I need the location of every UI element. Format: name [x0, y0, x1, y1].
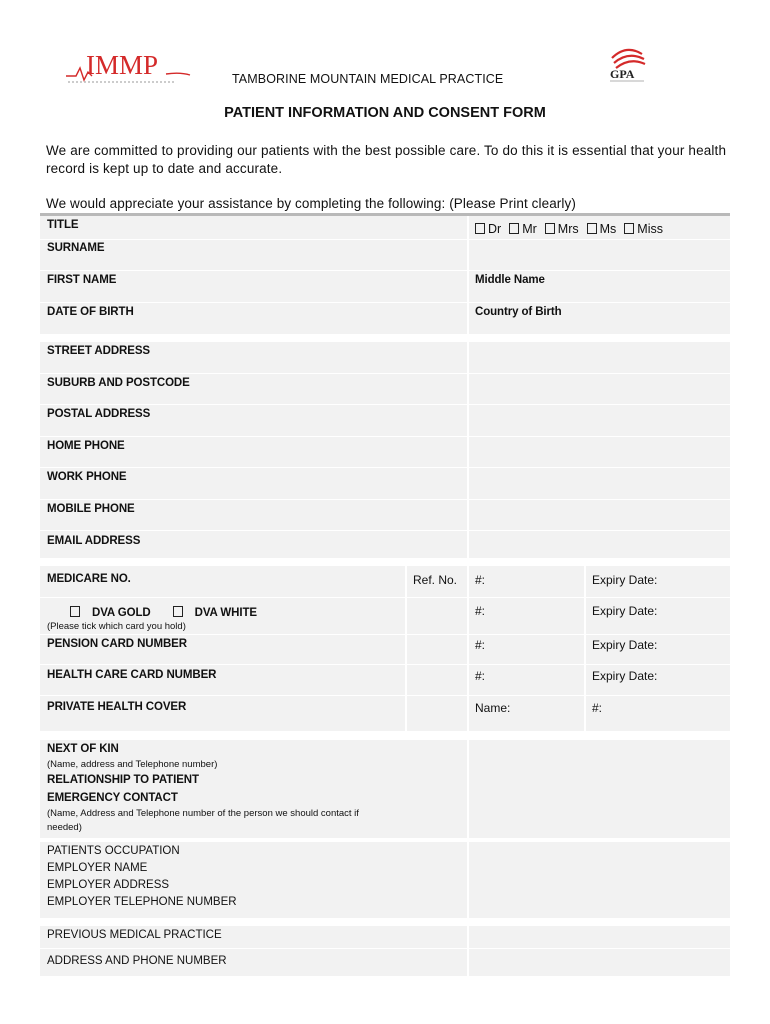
private-health-label: PRIVATE HEALTH COVER [47, 701, 187, 713]
dva-options [70, 603, 257, 621]
row-divider [40, 634, 730, 635]
row-divider [40, 499, 730, 500]
checkbox-icon[interactable] [173, 606, 183, 617]
row-divider [40, 302, 730, 303]
next-of-kin-note: (Name, address and Telephone number) [47, 759, 218, 770]
row-divider [40, 436, 730, 437]
dva-white-label: DVA WHITE [194, 607, 257, 619]
row-divider [40, 530, 730, 531]
relationship-label: RELATIONSHIP TO PATIENT [47, 774, 199, 786]
pension-expiry-label: Expiry Date: [592, 638, 658, 652]
next-of-kin-label: NEXT OF KIN [47, 743, 119, 755]
country-of-birth-label: Country of Birth [475, 306, 562, 318]
medicare-number-label: #: [475, 573, 486, 587]
medicare-label: MEDICARE NO. [47, 573, 131, 585]
column-divider [467, 216, 469, 334]
intro-paragraph: We are committed to providing our patients with the best possible care. To do this it is essential that your health record is kept up to date and accurate. [46, 143, 727, 176]
surname-label: SURNAME [47, 242, 105, 254]
column-divider [467, 842, 469, 918]
title-option-label: Mr [522, 222, 537, 236]
row-divider [40, 239, 730, 240]
dva-gold-option[interactable] [70, 603, 151, 620]
dva-note: (Please tick which card you hold) [47, 621, 186, 632]
column-divider [405, 566, 407, 731]
postal-address-label: POSTAL ADDRESS [47, 408, 151, 420]
medicare-expiry-label: Expiry Date: [592, 573, 658, 587]
employer-name-label: EMPLOYER NAME [47, 862, 148, 874]
ref-no-label: Ref. No. [413, 573, 458, 587]
previous-practice-label: PREVIOUS MEDICAL PRACTICE [47, 929, 222, 941]
title-option-dr[interactable] [475, 222, 501, 236]
work-phone-label: WORK PHONE [47, 471, 127, 483]
title-option-miss[interactable] [624, 222, 663, 236]
dob-label: DATE OF BIRTH [47, 306, 134, 318]
dva-expiry-label: Expiry Date: [592, 604, 658, 618]
column-divider [584, 566, 586, 731]
immp-logo-text: IMMP [86, 50, 159, 80]
column-divider [467, 740, 469, 838]
gpa-logo-graphic [604, 44, 648, 84]
title-option-label: Dr [488, 222, 502, 236]
title-option-mrs[interactable] [545, 222, 579, 236]
title-option-ms[interactable] [587, 222, 617, 236]
row-divider [40, 597, 730, 598]
health-care-number-label: #: [475, 669, 486, 683]
form-title: PATIENT INFORMATION AND CONSENT FORM [224, 105, 546, 121]
employer-address-label: EMPLOYER ADDRESS [47, 879, 170, 891]
mobile-phone-label: MOBILE PHONE [47, 503, 135, 515]
title-option-label: Mrs [557, 222, 579, 236]
dva-gold-label: DVA GOLD [92, 607, 151, 619]
row-divider [40, 695, 730, 696]
occupation-label: PATIENTS OCCUPATION [47, 845, 180, 857]
immp-logo-graphic [62, 48, 192, 84]
title-label: TITLE [47, 219, 79, 231]
first-name-label: FIRST NAME [47, 274, 117, 286]
health-care-expiry-label: Expiry Date: [592, 669, 658, 683]
email-address-label: EMAIL ADDRESS [47, 535, 141, 547]
row-divider [40, 467, 730, 468]
checkbox-icon[interactable] [70, 606, 80, 617]
column-divider [467, 926, 469, 976]
row-divider [40, 404, 730, 405]
checkbox-icon[interactable] [475, 223, 485, 234]
row-divider [40, 664, 730, 665]
print-instruction: We would appreciate your assistance by completing the following: (Please Print clearly) [46, 196, 576, 211]
emergency-contact-label: EMERGENCY CONTACT [47, 792, 178, 804]
gpa-logo-text: GPA [610, 67, 635, 81]
street-address-label: STREET ADDRESS [47, 345, 150, 357]
checkbox-icon[interactable] [624, 223, 634, 234]
checkbox-icon[interactable] [545, 223, 555, 234]
pension-number-label: #: [475, 638, 486, 652]
emergency-note-line-2: needed) [47, 822, 82, 833]
checkbox-icon[interactable] [509, 223, 519, 234]
employer-phone-label: EMPLOYER TELEPHONE NUMBER [47, 896, 237, 908]
home-phone-label: HOME PHONE [47, 440, 125, 452]
dva-white-option[interactable] [173, 603, 257, 620]
title-options [475, 220, 671, 238]
contact-section [40, 342, 730, 558]
checkbox-icon[interactable] [587, 223, 597, 234]
column-divider [467, 342, 469, 558]
suburb-postcode-label: SUBURB AND POSTCODE [47, 377, 190, 389]
row-divider [40, 948, 730, 949]
pension-card-label: PENSION CARD NUMBER [47, 638, 187, 650]
previous-practice-address-label: ADDRESS AND PHONE NUMBER [47, 955, 227, 967]
title-option-mr[interactable] [509, 222, 537, 236]
practice-name: TAMBORINE MOUNTAIN MEDICAL PRACTICE [232, 72, 504, 86]
private-health-name-label: Name: [475, 701, 511, 715]
row-divider [40, 270, 730, 271]
column-divider [467, 566, 469, 731]
row-divider [40, 373, 730, 374]
middle-name-label: Middle Name [475, 274, 545, 286]
health-care-card-label: HEALTH CARE CARD NUMBER [47, 669, 217, 681]
kin-section [40, 740, 730, 838]
emergency-note-line-1: (Name, Address and Telephone number of the person we should contact if [47, 808, 359, 819]
gpa-logo [604, 44, 648, 84]
private-health-number-label: #: [592, 701, 603, 715]
dva-number-label: #: [475, 604, 486, 618]
title-option-label: Miss [637, 222, 663, 236]
immp-logo [62, 48, 192, 84]
title-option-label: Ms [599, 222, 617, 236]
